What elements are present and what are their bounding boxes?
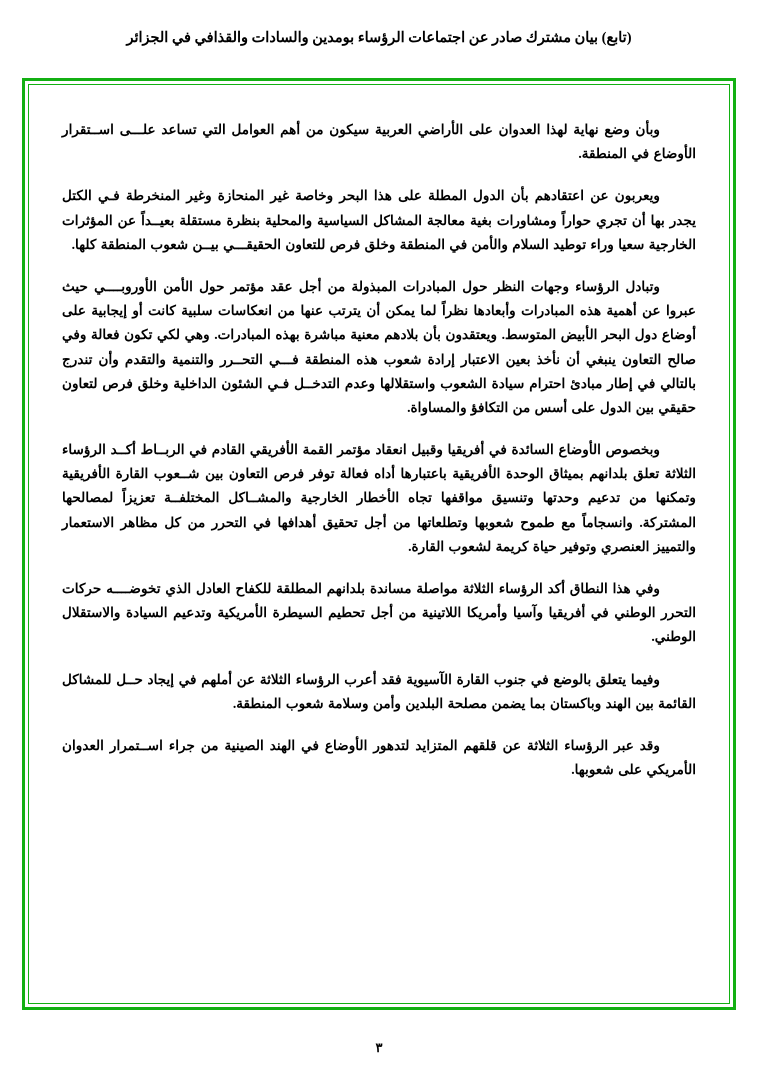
- paragraph: [62, 118, 696, 166]
- paragraph-text: وبأن وضع نهاية لهذا العدوان على الأراضي العربية سيكون من أهم العوامل التي تساعد علـــى اســتقرار الأوضاع في المنطقة.: [62, 122, 696, 162]
- paragraph: [62, 577, 696, 650]
- paragraph-text: وتبادل الرؤساء وجهات النظر حول المبادرات المبذولة من أجل عقد مؤتمر حول الأمن الأوروبــــي حيث عبروا عن أهمية هذه المبادرات وأبعادها نظراً لما يمكن أن يترتب عنها من انعكاسات سلبية كانت أو إيجابية على أوضاع دول البحر الأبيض المتوسط. ويعتقدون بأن بلادهم معنية مباشرة بهذه المبادرات. وهي لكي تكون فعالة وفي صالح التعاون ينبغي أن نأخذ بعين الاعتبار إرادة شعوب هذه المنطقة فـــي التحــرر والتنمية والتقدم وأن تندرج بالتالي في إطار مبادئ احترام سيادة الشعوب واستقلالها وعدم التدخــل فـي الشئون الداخلية وخلق فرص لتعاون حقيقي بين الدول على أسس من التكافؤ والمساواة.: [62, 278, 696, 415]
- page-header-title: (تابع) بيان مشترك صادر عن اجتماعات الرؤساء بومدين والسادات والقذافي في الجزائر: [126, 30, 632, 46]
- paragraph: [62, 184, 696, 257]
- paragraph-text: ويعربون عن اعتقادهم بأن الدول المطلة على هذا البحر وخاصة غير المنحازة وغير المنخرطة فـي الكتل يجدر بها أن تجري حواراً ومشاورات بغية معالجة المشاكل السياسية والمحلية بنظرة مستقلة بعيــداً عن المؤثرات الخارجية سعيا وراء توطيد السلام والأمن في المنطقة وخلق فرص للتعاون الحقيقـــي بيــن شعوب المنطقة كلها.: [62, 188, 696, 252]
- paragraph: [62, 668, 696, 716]
- page-number: ٣: [375, 1040, 383, 1055]
- paragraph: [62, 734, 696, 782]
- paragraph-text: وقد عبر الرؤساء الثلاثة عن قلقهم المتزايد لتدهور الأوضاع في الهند الصينية من جراء اســتمرار العدوان الأمريكي على شعوبها.: [62, 737, 696, 778]
- paragraph-text: وفي هذا النطاق أكد الرؤساء الثلاثة مواصلة مساندة بلدانهم المطلقة للكفاح العادل الذي تخوضــــه حركات التحرر الوطني في أفريقيا وآسيا وأمريكا اللاتينية من أجل تحطيم السيطرة الأمريكية وتدعيم السيادة والاستقلال الوطني.: [62, 581, 696, 645]
- paragraph: [62, 438, 696, 559]
- document-body: [62, 118, 696, 800]
- paragraph-text: وبخصوص الأوضاع السائدة في أفريقيا وقبيل انعقاد مؤتمر القمة الأفريقي القادم في الربــاط أكــد الرؤساء الثلاثة تعلق بلدانهم بميثاق الوحدة الأفريقية باعتبارها أداه فعالة توفر فرص التعاون بين شــعوب القارة الأفريقية وتمكنها من تدعيم وحدتها وتنسيق مواقفها تجاه الأخطار الخارجية والمشــاكل المختلفــة تعزيزاً لمصالحها المشتركة. وانسجاماً مع طموح شعوبها وتطلعاتها من أجل تحقيق أهدافها في التحرر من كل مظاهر الاستعمار والتمييز العنصري وتوفير حياة كريمة لشعوب القارة.: [62, 442, 696, 554]
- paragraph: [62, 275, 696, 420]
- paragraph-text: وفيما يتعلق بالوضع في جنوب القارة الآسيوية فقد أعرب الرؤساء الثلاثة عن أملهم في إيجاد حــل للمشاكل القائمة بين الهند وباكستان بما يضمن مصلحة البلدين وأمن وسلامة شعوب المنطقة.: [62, 671, 696, 711]
